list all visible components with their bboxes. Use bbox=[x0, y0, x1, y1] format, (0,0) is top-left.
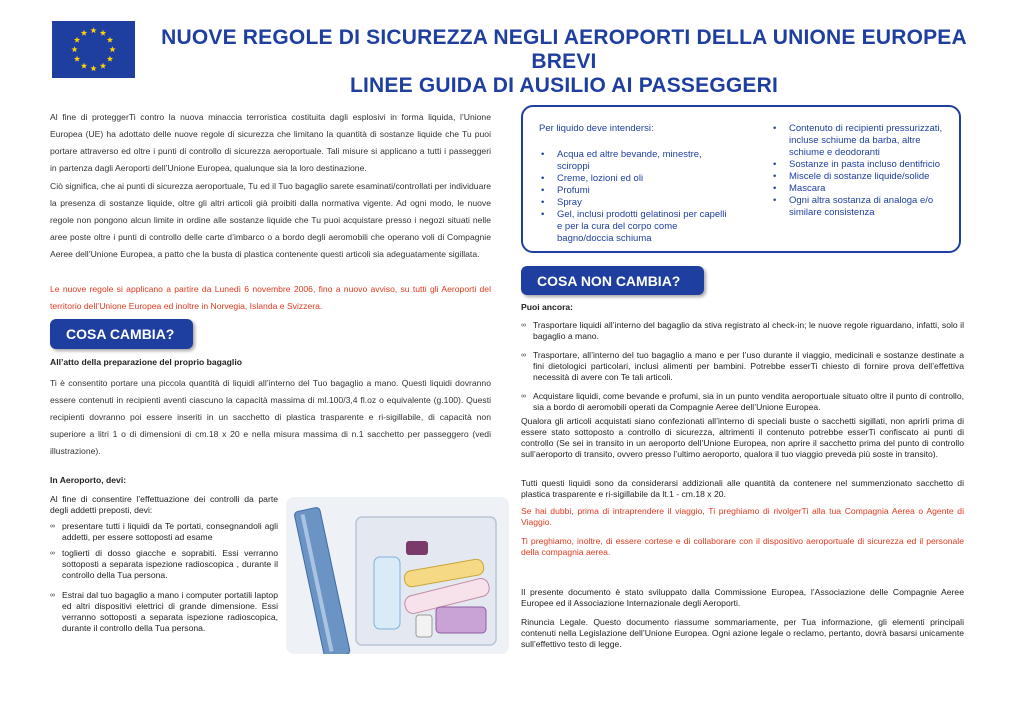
bullet-icon: ∞ bbox=[50, 550, 55, 557]
eu-flag-icon bbox=[52, 21, 135, 78]
list-item: • Spray bbox=[541, 197, 582, 208]
title-line-1: NUOVE REGOLE DI SICUREZZA NEGLI AEROPORTI DELLA UNIONE EUROPEA BREVI bbox=[161, 26, 967, 73]
airport-heading: In Aeroporto, devi: bbox=[50, 475, 127, 485]
bullet-icon: ∞ bbox=[50, 523, 55, 530]
paragraph-disclaimer: Rinuncia Legale. Questo documento riassume sommariamente, per Tua informazione, gli elementi principali contenuti nella Legislazione dell’Unione Europea. Ogni azione legale o reclamo, pertanto, dovrà basarsi unicamente sull’effettivo testo di legge. bbox=[521, 617, 964, 649]
prep-heading: All’atto della preparazione del proprio bagaglio bbox=[50, 357, 242, 367]
list-item-text: Gel, inclusi prodotti gelatinosi per capelli e per la cura del corpo come bagno/doccia schiuma bbox=[557, 209, 727, 244]
red-note-cooperation: Ti preghiamo, inoltre, di essere cortese e di collaborare con il dispositivo aeroportuale di sicurezza ed il personale della compagnia aerea. bbox=[521, 536, 964, 557]
puoi-ancora-heading: Puoi ancora: bbox=[521, 302, 574, 312]
list-item bbox=[50, 521, 278, 543]
list-item: • Profumi bbox=[541, 185, 590, 196]
cosa-cambia-heading bbox=[50, 319, 193, 349]
puoi-ancora-list bbox=[521, 320, 964, 418]
box-column-1 bbox=[539, 123, 734, 245]
bullet-icon: ∞ bbox=[50, 592, 55, 599]
bullet-icon: ∞ bbox=[521, 352, 526, 359]
list-item: • Mascara bbox=[773, 183, 826, 194]
list-item bbox=[50, 590, 278, 634]
list-item-text: toglierti di dosso giacche e soprabiti. Essi verranno sottoposti a separata ispezione radioscopica , durante il controllo della Tua persona. bbox=[62, 548, 278, 580]
bullet-icon: ∞ bbox=[521, 322, 526, 329]
list-item-text: presentare tutti i liquidi da Te portati, consegnandoli agli addetti, per essere sottoposti ad esame bbox=[62, 521, 278, 542]
box-heading: Per liquido deve intendersi: bbox=[539, 123, 654, 134]
list-item: • Acqua ed altre bevande, minestre, sciroppi bbox=[541, 149, 702, 172]
page-title bbox=[145, 26, 983, 98]
list-item-text: Acquistare liquidi, come bevande e profumi, sia in un punto vendita aeroportuale situato oltre il punto di controllo, sia a bordo di aeromobili operati da Compagnie Aeree dell’Unione Europea. bbox=[533, 391, 964, 412]
list-item-text: Mascara bbox=[789, 183, 826, 194]
list-item: • Miscele di sostanze liquide/solide bbox=[773, 171, 930, 182]
red-note-doubts: Se hai dubbi, prima di intraprendere il viaggio, Ti preghiamo di rivolgerTi alla tua Compagnia Aerea o Agente di Viaggio. bbox=[521, 506, 964, 527]
paragraph-authors: Il presente documento è stato sviluppato dalla Commissione Europea, l’Associazione delle Compagnie Aeree Europee ed il Associazione Internazionale degli Aeroporti. bbox=[521, 587, 964, 608]
intro-paragraph-2: Ciò significa, che ai punti di sicurezza aeroportuale, Tu ed il Tuo bagaglio sarete esaminati/controllati per individuare la presenza di sostanze liquide, oltre gli altri articoli già proibiti dalla normativa vigente. Ad ogni modo, le nuove regole non pongono alcun limite in ordine alle sostanze liquide che Tu puoi acquistare presso i negozi situati nelle aree poste oltre i punti di controllo delle carte d’imbarco o a bordo degli aeromobili che operano voli di Compagnie Aeree dell’Unione Europea, a patto che la busta di plastica contenente questi articoli sia adeguatamente sigillata. bbox=[50, 181, 491, 259]
intro-red-note: Le nuove regole si applicano a partire da Lunedì 6 novembre 2006, fino a nuovo avviso, su tutti gli Aeroporti del territorio dell’Unione Europea ed inoltre in Norvegia, Islanda e Svizzera. bbox=[50, 284, 491, 311]
title-line-2: LINEE GUIDA DI AUSILIO AI PASSEGGERI bbox=[349, 74, 779, 97]
list-item: • Ogni altra sostanza di analoga e/o similare consistenza bbox=[773, 195, 934, 218]
list-item-text: Creme, lozioni ed oli bbox=[557, 173, 644, 184]
intro-paragraph-1: Al fine di proteggerTi contro la nuova minaccia terroristica costituita dagli esplosivi in forma liquida, l’Unione Europea (UE) ha adottato delle nuove regole di sicurezza che limitano la quantità di sostanze liquide che Tu puoi portare attraverso ed oltre i punti di controllo di sicurezza aeroportuale. Tali misure si applicano a tutti i passeggeri in partenza dagli Aeroporti dell’Unione Europea, qualunque sia la loro destinazione. bbox=[50, 112, 491, 173]
prep-paragraph: Ti è consentito portare una piccola quantità di liquidi all’interno del Tuo bagaglio a mano. Questi liquidi dovranno essere contenuti in recipienti aventi ciascuno la capacità massima di ml.100/3,4 fl.oz o equivalente (g.100). Questi recipienti dovranno poi essere inseriti in un sacchetto di plastica trasparente e ri-sigillabile, di capacità non superiore a litri 1 o di dimensioni di cm.18 x 20 e nella misura massima di n.1 sacchetto per passeggero (vedi illustrazione). bbox=[50, 378, 491, 456]
liquids-definition-box bbox=[521, 105, 961, 253]
paragraph-additional-liquids: Tutti questi liquidi sono da considerarsi addizionali alle quantità da contenere nel summenzionato sacchetto di plastica trasparente e ri-sigillabile da lt.1 - cm.18 x 20. bbox=[521, 478, 964, 499]
list-item-text: Contenuto di recipienti pressurizzati, incluse schiume da barba, altre schiume e deodoranti bbox=[789, 123, 943, 158]
list-item: • Contenuto di recipienti pressurizzati, incluse schiume da barba, altre schiume e deodoranti bbox=[773, 123, 943, 158]
list-item-text: Trasportare, all’interno del tuo bagaglio a mano e per l’uso durante il viaggio, medicinali e sostanze destinate a fini dietologici particolari, inclusi alimenti per bambini. Potrebbe esserTi chiesto di fornire prova dell’effettiva necessità di avere con Te tali articoli. bbox=[533, 350, 964, 382]
cosa-non-cambia-heading bbox=[521, 266, 704, 295]
airport-list bbox=[50, 521, 278, 639]
list-item bbox=[521, 320, 964, 342]
cosa-non-cambia-label: COSA NON CAMBIA? bbox=[537, 272, 681, 289]
box-column-2 bbox=[771, 123, 956, 219]
list-item-text: Estrai dal tuo bagaglio a mano i computer portatili laptop ed altri dispositivi elettrici di grande dimensione. Essi verranno sottoposti a separata ispezione radioscopica, durante il controllo della Tua persona. bbox=[62, 590, 278, 633]
bullet-icon: ∞ bbox=[521, 393, 526, 400]
box-list-1 bbox=[539, 149, 734, 245]
airport-intro: Al fine di consentire l’effettuazione dei controlli da parte degli addetti preposti, devi: bbox=[50, 494, 278, 515]
paragraph-sealed-bags: Qualora gli articoli acquistati siano confezionati all’interno di speciali buste o sacchetti sigillati, non aprirli prima di essere stato sottoposto a controllo di sicurezza, altrimenti il contenuto potrebbe esserTi confiscato ai punti di controllo (Se sei in transito in un aeroporto dell’Unione Europea, non aprire il sacchetto prima del punto di controllo sull’aeroporto di transito, ovvero presso l’ultimo aeroporto, qualora il tuo viaggio preveda più soste in transito). bbox=[521, 416, 964, 459]
list-item-text: Trasportare liquidi all’interno del bagaglio da stiva registrato al check-in; le nuove regole riguardano, infatti, solo il bagaglio a mano. bbox=[533, 320, 964, 341]
list-item bbox=[50, 548, 278, 581]
box-list-2 bbox=[771, 123, 956, 219]
list-item-text: Profumi bbox=[557, 185, 590, 196]
list-item-text: Miscele di sostanze liquide/solide bbox=[789, 171, 930, 182]
list-item-text: Acqua ed altre bevande, minestre, sciroppi bbox=[557, 149, 702, 172]
cosa-cambia-label: COSA CAMBIA? bbox=[66, 326, 175, 342]
list-item bbox=[521, 391, 964, 413]
list-item-text: Spray bbox=[557, 197, 582, 208]
liquids-bag-photo bbox=[286, 497, 509, 654]
list-item: • Creme, lozioni ed oli bbox=[541, 173, 644, 184]
list-item-text: Ogni altra sostanza di analoga e/o similare consistenza bbox=[789, 195, 934, 218]
list-item bbox=[521, 350, 964, 383]
list-item-text: Sostanze in pasta incluso dentifricio bbox=[789, 159, 941, 170]
list-item: • Gel, inclusi prodotti gelatinosi per capelli e per la cura del corpo come bagno/doccia schiuma bbox=[541, 209, 727, 244]
list-item: • Sostanze in pasta incluso dentifricio bbox=[773, 159, 941, 170]
